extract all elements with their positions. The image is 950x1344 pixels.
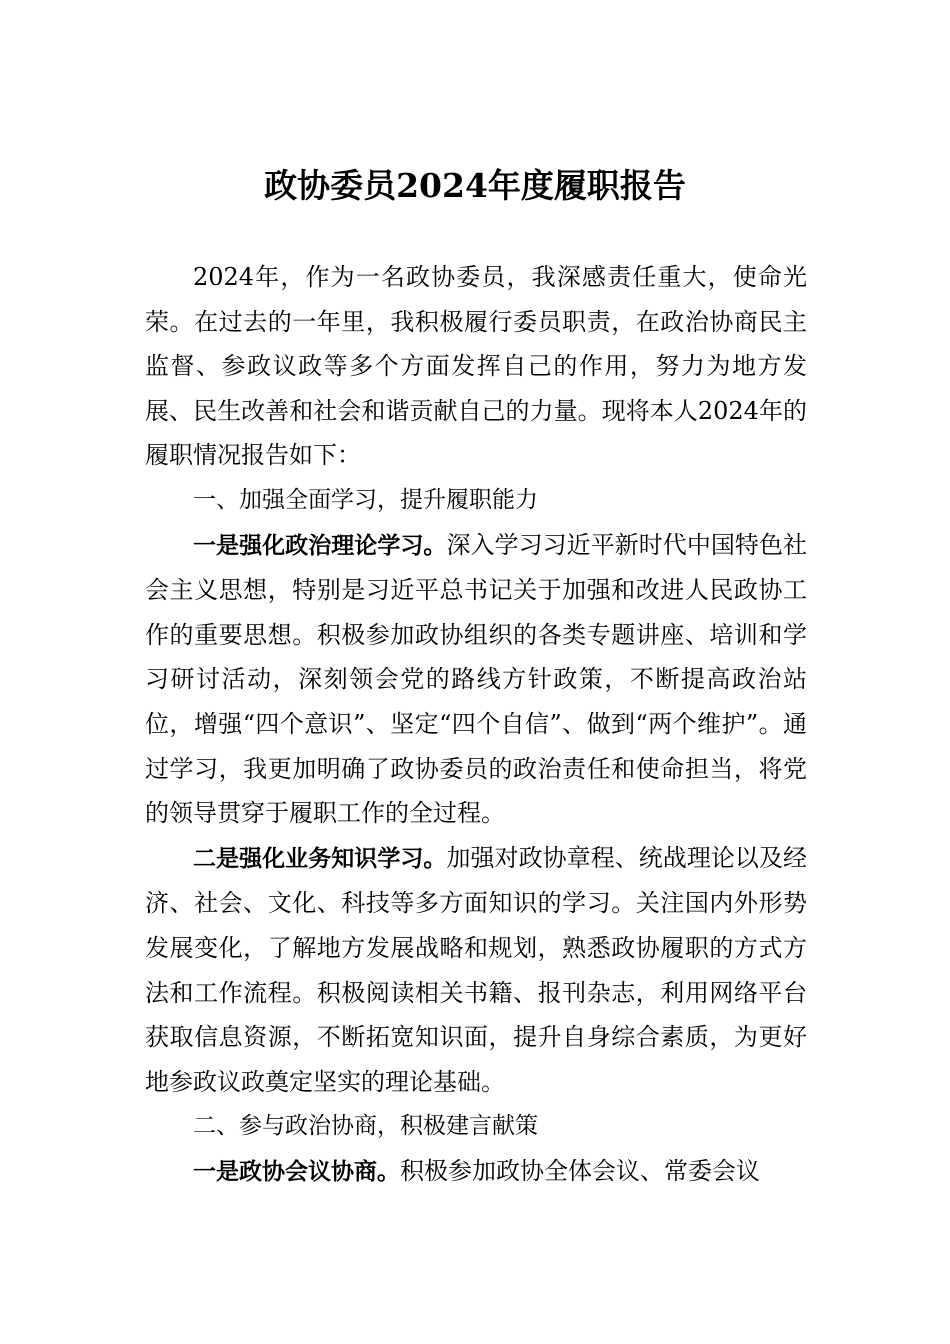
section-1-item-1-lead: 一是强化政治理论学习。 [193,532,447,559]
document-body [145,255,807,1194]
section-1-item-2 [145,836,807,1105]
section-1-item-2-lead: 二是强化业务知识学习。 [193,845,447,872]
section-2-item-1 [145,1149,807,1195]
section-2-heading: 二、参与政治协商，积极建言献策 [193,1113,538,1140]
section-1-item-2-text: 加强对政协章程、统战理论以及经济、社会、文化、科技等多方面知识的学习。关注国内外形势发展变化，了解地方发展战略和规划，熟悉政协履职的方式方法和工作流程。积极阅读相关书籍、报刊杂志，利用网络平台获取信息资源，不断拓宽知识面，提升自身综合素质，为更好地参政议政奠定坚实的理论基础。 [145,843,808,1096]
document-title: 政协委员2024年度履职报告 [264,166,686,205]
section-2-item-1-text: 积极参加政协全体会议、常委会议 [400,1156,760,1185]
section-2-item-1-lead: 一是政协会议协商。 [193,1158,400,1185]
section-1-item-1 [145,523,807,836]
section-1-item-1-text: 深入学习习近平新时代中国特色社会主义思想，特别是习近平总书记关于加强和改进人民政协工作的重要思想。积极参加政协组织的各类专题讲座、培训和学习研讨活动，深刻领会党的路线方针政策，不断提高政治站位，增强“四个意识”、坚定“四个自信”、做到“两个维护”。通过学习，我更加明确了政协委员的政治责任和使命担当，将党的领导贯穿于履职工作的全过程。 [145,530,808,828]
intro-paragraph: 2024年，作为一名政协委员，我深感责任重大，使命光荣。在过去的一年里，我积极履行委员职责，在政治协商民主监督、参政议政等多个方面发挥自己的作用，努力为地方发展、民生改善和社会和谐贡献自己的力量。现将本人2024年的履职情况报告如下： [145,263,807,470]
section-1-heading: 一、加强全面学习，提升履职能力 [193,486,538,513]
